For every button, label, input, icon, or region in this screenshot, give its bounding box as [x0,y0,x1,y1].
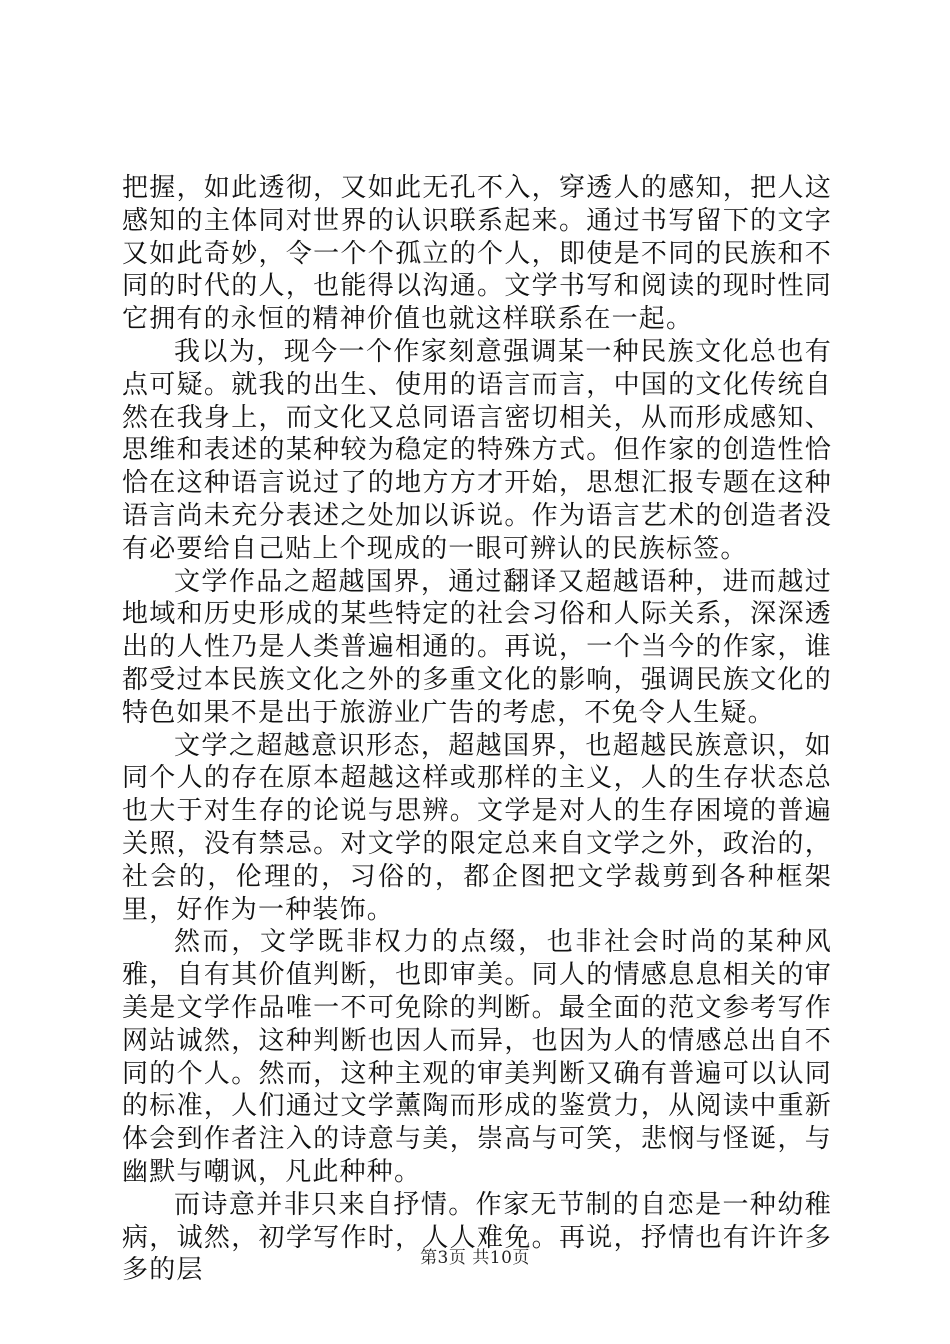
paragraph-2: 我以为，现今一个作家刻意强调某一种民族文化总也有点可疑。就我的出生、使用的语言而言，中国的文化传统自然在我身上，而文化又总同语言密切相关，从而形成感知、思维和表述的某种较为稳定的特殊方式。但作家的创造性恰恰在这种语言说过了的地方方才开始，思想汇报专题在这种语言尚未充分表述之处加以诉说。作为语言艺术的创造者没有必要给自己贴上个现成的一眼可辨认的民族标签。 [122,336,832,564]
paragraph-3: 文学作品之超越国界，通过翻译又超越语种，进而越过地域和历史形成的某些特定的社会习俗和人际关系，深深透出的人性乃是人类普遍相通的。再说，一个当今的作家，谁都受过本民族文化之外的多重文化的影响，强调民族文化的特色如果不是出于旅游业广告的考虑，不免令人生疑。 [122,566,832,728]
body-text [122,172,832,1287]
page-number-footer: 第3页 共10页 [420,1248,530,1268]
paragraph-5: 然而，文学既非权力的点缀，也非社会时尚的某种风雅，自有其价值判断，也即审美。同人的情感息息相关的审美是文学作品唯一不可免除的判断。最全面的范文参考写作网站诚然，这种判断也因人而异，也因为人的情感总出自不同的个人。然而，这种主观的审美判断又确有普遍可以认同的标准，人们通过文学薰陶而形成的鉴赏力，从阅读中重新体会到作者注入的诗意与美，崇高与可笑，悲悯与怪诞，与幽默与嘲讽，凡此种种。 [122,927,832,1187]
paragraph-4: 文学之超越意识形态，超越国界，也超越民族意识，如同个人的存在原本超越这样或那样的主义，人的生存状态总也大于对生存的论说与思辨。文学是对人的生存困境的普遍关照，没有禁忌。对文学的限定总来自文学之外，政治的，社会的，伦理的，习俗的，都企图把文学裁剪到各种框架里，好作为一种装饰。 [122,730,832,925]
paragraph-1: 把握，如此透彻，又如此无孔不入，穿透人的感知，把人这感知的主体同对世界的认识联系起来。通过书写留下的文字又如此奇妙，令一个个孤立的个人，即使是不同的民族和不同的时代的人，也能得以沟通。文学书写和阅读的现时性同它拥有的永恒的精神价值也就这样联系在一起。 [122,173,832,335]
paragraph-6: 而诗意并非只来自抒情。作家无节制的自恋是一种幼稚病，诚然，初学写作时，人人难免。再说，抒情也有许许多多的层 [122,1189,832,1286]
